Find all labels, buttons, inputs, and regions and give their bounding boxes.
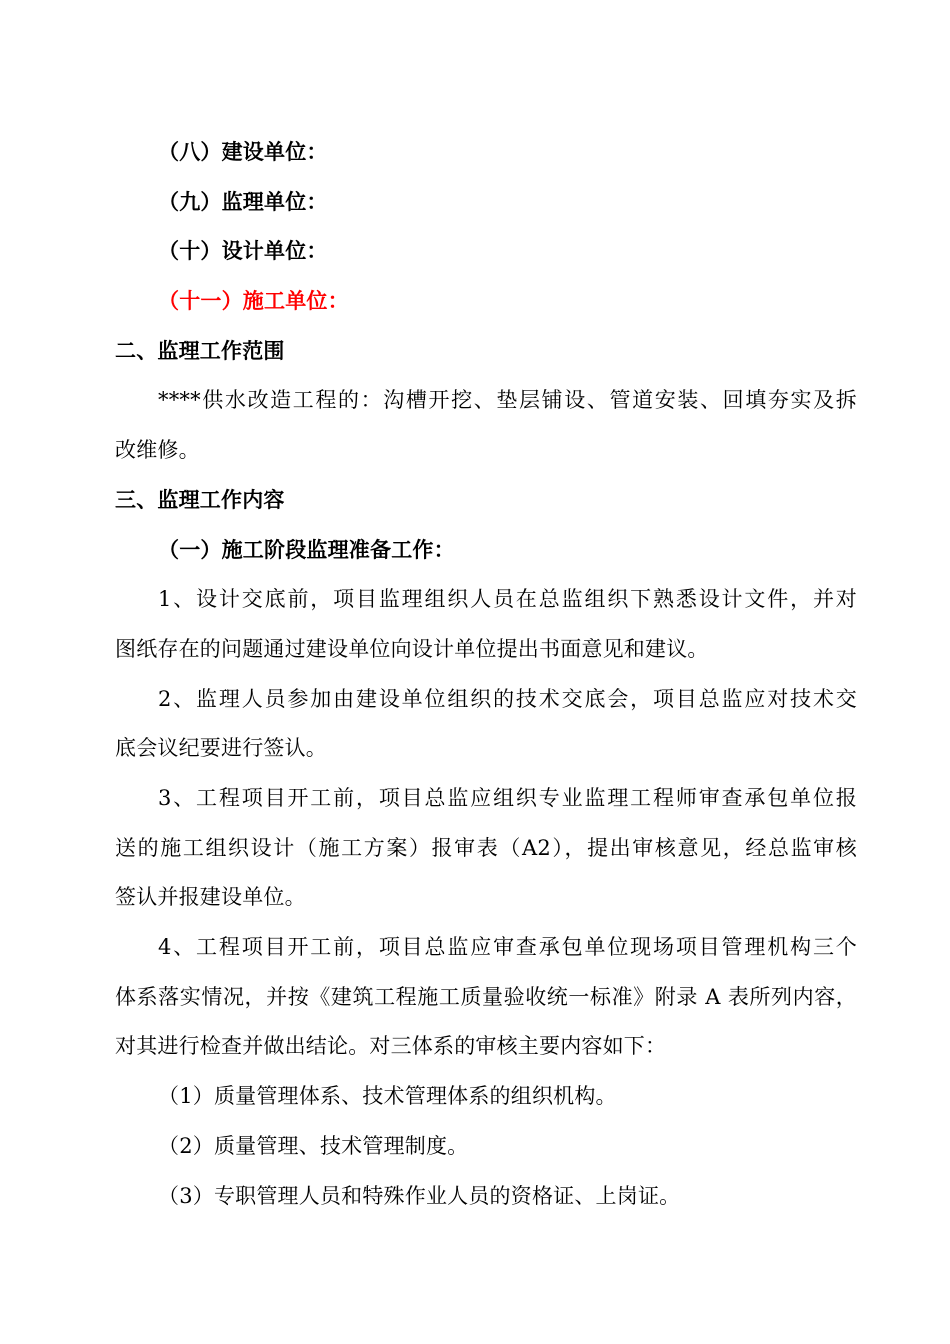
item1-line2: 图纸存在的问题通过建设单位向设计单位提出书面意见和建议。 [115, 637, 709, 661]
item2-line1: 2、监理人员参加由建设单位组织的技术交底会，项目总监应对技术交 [158, 687, 857, 711]
item4-line3: 对其进行检查并做出结论。对三体系的审核主要内容如下： [115, 1034, 667, 1058]
unit-shigong: （十一）施工单位： [158, 288, 349, 313]
item4-line2: 体系落实情况，并按《建筑工程施工质量验收统一标准》附录 A 表所列内容， [115, 985, 857, 1009]
unit-sheji: （十）设计单位： [158, 238, 328, 263]
item1-line1: 1、设计交底前，项目监理组织人员在总监组织下熟悉设计文件，并对 [158, 587, 857, 611]
sublist-item-1: （1）质量管理体系、技术管理体系的组织机构。 [158, 1084, 617, 1108]
section2-line1: ****供水改造工程的：沟槽开挖、垫层铺设、管道安装、回填夯实及拆 [158, 388, 857, 412]
section2-line2: 改维修。 [115, 438, 200, 462]
item3-line1: 3、工程项目开工前，项目总监应组织专业监理工程师审查承包单位报 [158, 786, 857, 810]
section2-heading: 二、监理工作范围 [115, 338, 285, 363]
item3-line2: 送的施工组织设计（施工方案）报审表（A2），提出审核意见，经总监审核 [115, 836, 857, 860]
item4-line1: 4、工程项目开工前，项目总监应审查承包单位现场项目管理机构三个 [158, 935, 857, 959]
item2-line2: 底会议纪要进行签认。 [115, 736, 327, 760]
item3-line3: 签认并报建设单位。 [115, 885, 306, 909]
section3-sub1: （一）施工阶段监理准备工作： [158, 537, 455, 562]
sublist-item-3: （3）专职管理人员和特殊作业人员的资格证、上岗证。 [158, 1184, 681, 1208]
section3-heading: 三、监理工作内容 [115, 487, 285, 512]
sublist-item-2: （2）质量管理、技术管理制度。 [158, 1134, 469, 1158]
unit-jianli: （九）监理单位： [158, 189, 328, 214]
unit-jianshe: （八）建设单位： [158, 139, 328, 164]
